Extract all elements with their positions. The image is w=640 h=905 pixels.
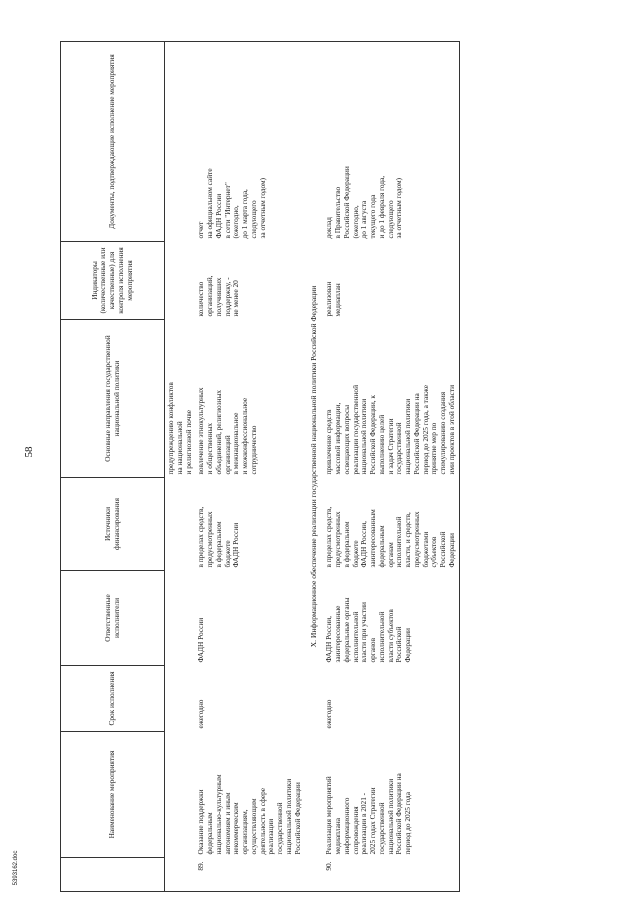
row-directions: вовлечение этнокультурных и общественных объединений, религиозных организаций в межнациональное и межконфессиональное сотрудничество: [196, 387, 258, 475]
continuation-row: [165, 42, 196, 892]
header-col-name: Наименование мероприятия: [61, 732, 165, 858]
row-directions: привлечение средств массовой информации, освещающих вопросы реализации государственной национальной политики Российской Федерации, к выполнению целей и задач Стратегии государственной национальной политики Российской Федерации на период до 2025 года, а также принятие мер по стимулированию создания ими проектов в этой области: [323, 320, 459, 478]
footer-file-code: 5393162.doc: [13, 850, 19, 886]
section-title: X. Информационное обеспечение реализации государственной национальной политики Российской Федерации: [304, 42, 323, 892]
rotated-document-content: [60, 42, 600, 892]
row-executors: ФАДН России, заинтересованные федеральные органы исполнительной власти при участии органов исполнительной власти субъектов Российской Федерации: [323, 571, 459, 666]
page-number: 58: [23, 446, 35, 458]
header-col-num: [61, 858, 165, 892]
table-row: [323, 42, 459, 892]
row-funding: в пределах средств, предусмотренных в федеральном бюджете ФАДН России, заинтересованным федеральным органам исполнительной власти, и средств, предусмотренных бюджетами субъектов Российской Федерации: [323, 478, 459, 571]
row-indicators: реализован медиаплан: [323, 242, 459, 320]
row-documents: доклад в Правительство Российской Федерации (ежегодно, до 1 августа текущего года и до 1 февраля года, следующего за отчетным годом): [323, 42, 459, 242]
continuation-text: предупреждению конфликтов на национальной и религиозной почве: [166, 382, 193, 475]
row-funding: в пределах средств, предусмотренных в федеральном бюджете ФАДН России: [196, 506, 241, 568]
measures-table: [60, 41, 460, 892]
row-name: Оказание поддержки федеральным национально-культурным автономиям и иным некоммерческим организациям, осуществляющим деятельность в сфере реализации государственной национальной политики Российской Федерации: [196, 774, 302, 855]
row-term: ежегодно: [196, 699, 206, 729]
header-col-term: Срок исполнения: [61, 666, 165, 732]
row-number: 90.: [323, 858, 459, 892]
row-indicators: количество организаций, получивших поддержку, - не менее 20: [196, 275, 241, 317]
row-name: Реализация мероприятий медиаплана информационного сопровождения реализации в 2021 - 2025 годах Стратегии государственной национальной политики Российской Федерации на период до 2025 года: [323, 732, 459, 858]
table-header-row: [61, 42, 165, 892]
header-col-indicators: Индикаторы (количественные или качественные) для контроля исполнения мероприятия: [61, 242, 165, 320]
row-documents: отчет на официальном сайте ФАДН России в сети "Интернет" (ежегодно, до 1 марта года, следующего за отчетным годом): [195, 42, 304, 242]
header-col-documents: Документы, подтверждающие исполнение мероприятия: [61, 42, 165, 242]
section-heading-row: [304, 42, 323, 892]
row-number: 89.: [195, 858, 304, 892]
row-executors: ФАДН России: [196, 617, 206, 663]
header-col-directions: Основные направления государственной национальной политики: [61, 320, 165, 478]
header-col-funding: Источники финансирования: [61, 478, 165, 571]
row-term: ежегодно: [323, 666, 459, 732]
header-col-executors: Ответственные исполнители: [61, 571, 165, 666]
table-row: [195, 42, 304, 892]
